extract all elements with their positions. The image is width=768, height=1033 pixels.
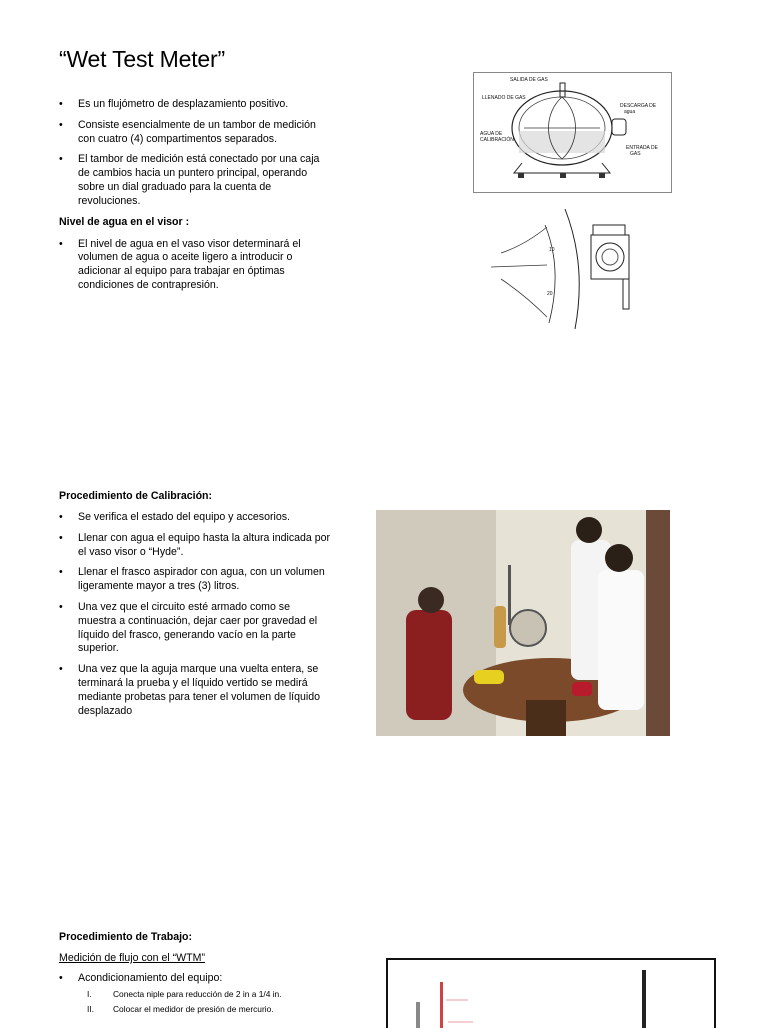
calibration-bullet: • Llenar el frasco aspirador con agua, con un volumen ligeramente mayor a tres (3) litros.: [59, 566, 331, 594]
svg-text:10: 10: [549, 247, 555, 253]
label-gas-inlet-2: GAS: [630, 151, 641, 157]
work-subheading: Medición de flujo con el “WTM”: [59, 952, 206, 964]
intro-bullet: • Consiste esencialmente de un tambor de medición con cuatro (4) compartimentos separados.: [59, 119, 331, 147]
label-calibration-water-2: CALIBRACIÓN: [480, 137, 514, 143]
calibration-section: [59, 490, 331, 725]
dial-figure: [485, 205, 660, 333]
label-gas-inlet: ENTRADA DE: [626, 145, 658, 151]
calibration-bullet: • Una vez que la aguja marque una vuelta entera, se terminará la prueba y el líquido vertido se medirá mediante probetas para tener el volumen de líquido desplazado: [59, 663, 331, 718]
meter-schematic-figure: [473, 72, 672, 193]
work-section: [59, 931, 359, 1017]
calibration-heading: Procedimiento de Calibración:: [59, 490, 213, 502]
dial-drawing: [485, 205, 660, 333]
calibration-bullet-list: [59, 511, 331, 718]
calibration-bullet: • Una vez que el circuito esté armado como se muestra a continuación, dejar caer por gravedad el líquido del frasco, generando vacío en la parte superior.: [59, 601, 331, 656]
intro-bullet: • Es un flujómetro de desplazamiento positivo.: [59, 98, 331, 112]
level-bullet: • El nivel de agua en el vaso visor determinará el volumen de agua o aceite ligero a introducir o adicionar al equipo para trabajar en óptimas condiciones de contrapresión.: [59, 238, 331, 293]
intro-section: [59, 98, 331, 300]
level-heading: Nivel de agua en el visor :: [59, 215, 190, 228]
lab-photo-drawing: [376, 510, 670, 736]
svg-text:20: 20: [547, 291, 553, 297]
work-bullet-list: [59, 972, 359, 986]
calibration-bullet: • Se verifica el estado del equipo y accesorios.: [59, 511, 331, 525]
label-gas-fill: LLENADO DE GAS: [482, 95, 526, 101]
work-step: I. Conecta niple para reducción de 2 in a 1/4 in.: [87, 988, 282, 999]
label-water-discharge: DESCARGA DE: [620, 103, 657, 109]
calibration-bullet: • Llenar con agua el equipo hasta la altura indicada por el vaso visor o “Hyde”.: [59, 532, 331, 560]
intro-bullet-list: [59, 98, 331, 209]
work-step: II. Colocar el medidor de presión de mercurio.: [87, 1003, 274, 1014]
setup-diagram-figure: [386, 958, 716, 1028]
label-gas-outlet: SALIDA DE GAS: [510, 77, 548, 83]
page-title: “Wet Test Meter”: [59, 46, 225, 72]
work-steps: [87, 987, 359, 1017]
label-water-discharge-2: agua: [624, 109, 636, 115]
intro-bullet: • El tambor de medición está conectado por una caja de cambios hacia un puntero principal, operando sobre un dial graduado para la cuenta de revoluciones.: [59, 153, 331, 208]
setup-diagram-drawing: [388, 960, 714, 1028]
work-heading: Procedimiento de Trabajo:: [59, 931, 193, 943]
work-bullet: • Acondicionamiento del equipo:: [59, 972, 359, 986]
lab-photo: [376, 510, 670, 736]
meter-schematic-drawing: [474, 73, 671, 192]
level-bullet-list: [59, 238, 331, 293]
label-calibration-water: AGUA DE: [480, 131, 503, 137]
